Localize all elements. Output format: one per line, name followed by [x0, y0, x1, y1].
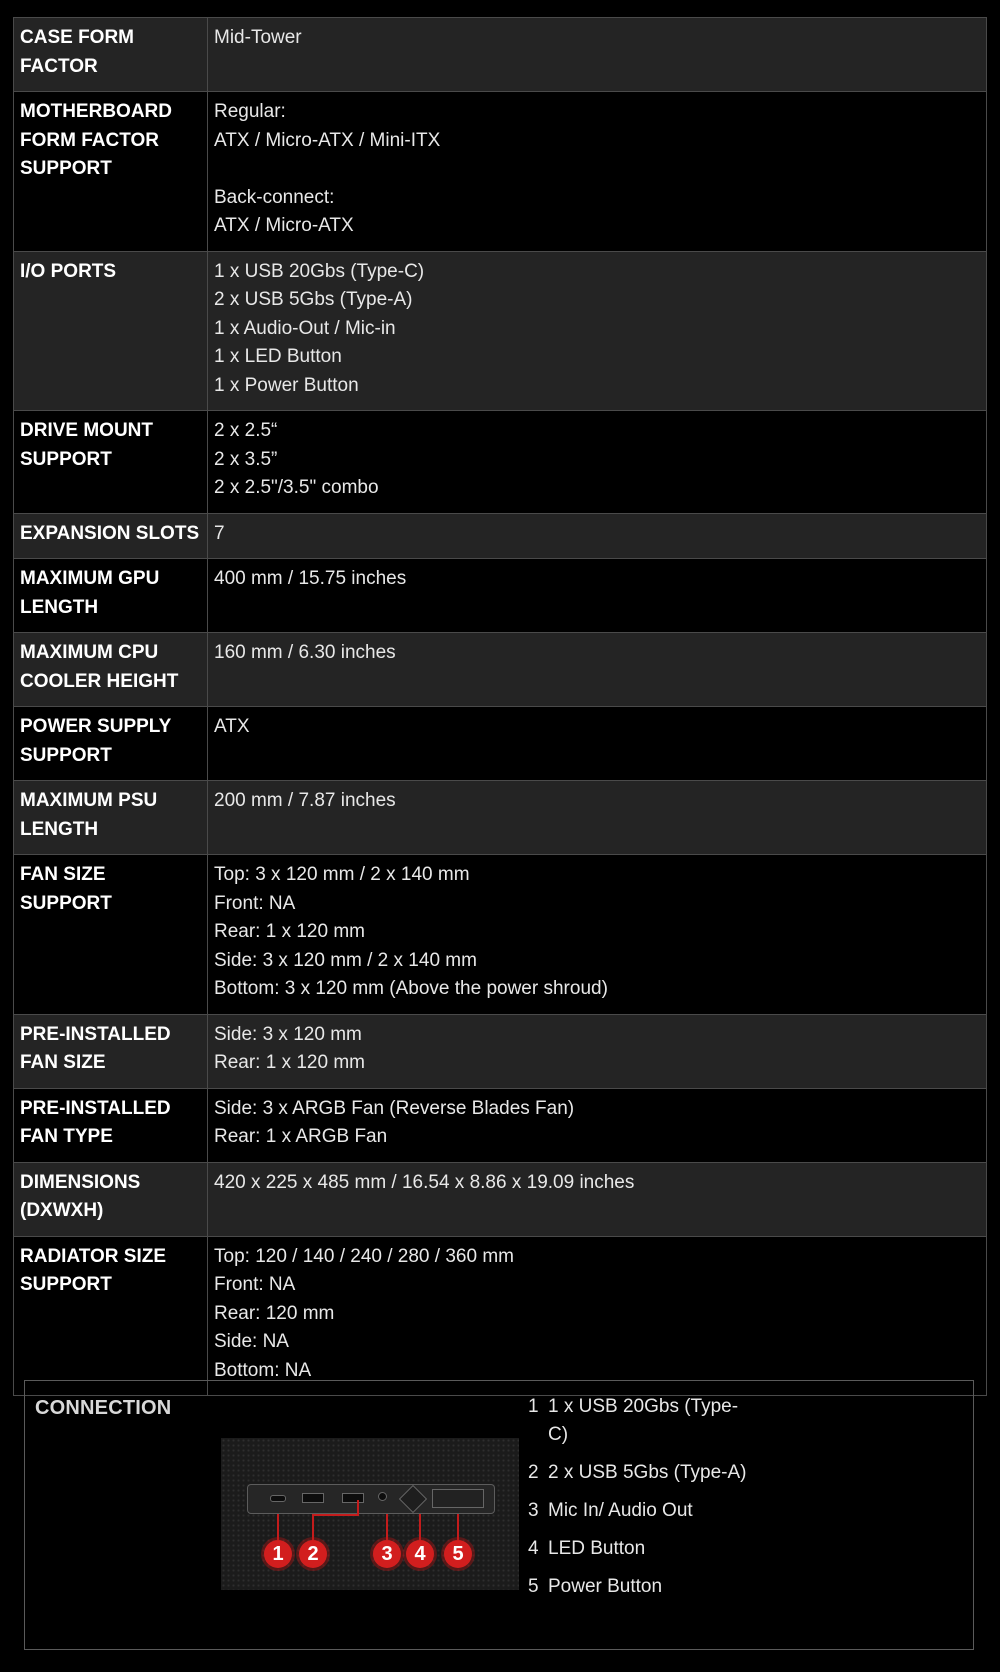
led-button [399, 1485, 427, 1513]
spec-value-line: Front: NA [214, 892, 296, 914]
power-button-shape [432, 1489, 484, 1508]
connection-item [528, 1393, 758, 1449]
connection-list [528, 1393, 758, 1611]
spec-row [14, 1162, 987, 1236]
connection-item-text: Power Button [548, 1576, 663, 1597]
spec-value-line: Top: 3 x 120 mm / 2 x 140 mm [214, 864, 470, 885]
spec-value-line: 400 mm / 15.75 inches [214, 568, 407, 589]
spec-value-line: Mid-Tower [214, 27, 302, 48]
lead-line-2a [312, 1514, 314, 1540]
spec-row [14, 513, 987, 559]
spec-row [14, 1236, 987, 1396]
io-panel-image [221, 1438, 519, 1590]
spec-row [14, 855, 987, 1015]
spec-value [208, 781, 987, 855]
spec-value-line: 1 x Audio-Out / Mic-in [214, 317, 396, 339]
spec-value [208, 1014, 987, 1088]
lead-line-2c [357, 1500, 359, 1516]
spec-row [14, 411, 987, 514]
spec-value [208, 707, 987, 781]
spec-label: PRE-INSTALLED FAN SIZE [14, 1014, 208, 1088]
spec-value-line: 1 x USB 20Gbs (Type-C) [214, 260, 425, 282]
spec-value-line: 2 x 3.5” [214, 448, 278, 470]
connection-item [528, 1459, 758, 1487]
spec-label: PRE-INSTALLED FAN TYPE [14, 1088, 208, 1162]
io-port-bar [247, 1484, 495, 1514]
lead-line-2b [312, 1514, 358, 1516]
spec-label: MOTHERBOARD FORM FACTOR SUPPORT [14, 92, 208, 252]
spec-value [208, 559, 987, 633]
spec-value-line: 1 x Power Button [214, 374, 359, 396]
connection-item [528, 1497, 758, 1525]
spec-value-line: 7 [214, 522, 225, 544]
spec-value-line: Bottom: 3 x 120 mm (Above the power shroud) [214, 978, 608, 999]
spec-row [14, 1088, 987, 1162]
spec-label: POWER SUPPLY SUPPORT [14, 707, 208, 781]
spec-value [208, 1162, 987, 1236]
spec-value-line: 1 x LED Button [214, 346, 342, 367]
badge-1: 1 [264, 1540, 292, 1568]
spec-value [208, 1236, 987, 1396]
spec-value-line: Front: NA [214, 1274, 296, 1295]
usb-c-port [270, 1495, 286, 1502]
spec-value-line: Side: NA [214, 1331, 289, 1352]
spec-value-line: Back-connect: [214, 186, 335, 208]
spec-row [14, 781, 987, 855]
spec-label: FAN SIZE SUPPORT [14, 855, 208, 1015]
spec-value [208, 513, 987, 559]
spec-value-line: ATX [214, 716, 250, 737]
spec-value-line: ATX / Micro-ATX / Mini-ITX [214, 129, 441, 151]
badge-4: 4 [406, 1540, 434, 1568]
spec-label: DRIVE MOUNT SUPPORT [14, 411, 208, 514]
badge-2: 2 [299, 1540, 327, 1568]
connection-item-text: 2 x USB 5Gbs (Type-A) [548, 1462, 747, 1483]
spec-value-line: Rear: 1 x 120 mm [214, 921, 365, 942]
spec-value-line: 2 x USB 5Gbs (Type-A) [214, 289, 413, 310]
spec-value-line: 2 x 2.5"/3.5" combo [214, 477, 379, 498]
spec-value-line: 420 x 225 x 485 mm / 16.54 x 8.86 x 19.09 inches [214, 1171, 635, 1193]
connection-item [528, 1573, 758, 1601]
connection-item-number: 4 [528, 1538, 539, 1559]
connection-item-number: 3 [528, 1500, 539, 1521]
spec-row [14, 559, 987, 633]
lead-line-5 [457, 1514, 459, 1540]
spec-value [208, 92, 987, 252]
connection-item-text: Mic In/ Audio Out [548, 1500, 693, 1521]
spec-table [13, 17, 987, 1396]
spec-label: EXPANSION SLOTS [14, 513, 208, 559]
spec-value-line [214, 155, 980, 184]
spec-row [14, 18, 987, 92]
spec-value [208, 855, 987, 1015]
spec-label: CASE FORM FACTOR [14, 18, 208, 92]
lead-line-1 [277, 1514, 279, 1540]
connection-title: CONNECTION [35, 1397, 172, 1419]
spec-row [14, 633, 987, 707]
spec-value [208, 411, 987, 514]
spec-value [208, 1088, 987, 1162]
lead-line-4 [419, 1514, 421, 1540]
badge-5: 5 [444, 1540, 472, 1568]
connection-item-text: LED Button [548, 1538, 646, 1559]
spec-value [208, 633, 987, 707]
spec-value-line: Top: 120 / 140 / 240 / 280 / 360 mm [214, 1245, 514, 1267]
spec-value-line: Side: 3 x 120 mm / 2 x 140 mm [214, 949, 477, 971]
spec-value-line: Rear: 120 mm [214, 1302, 335, 1324]
audio-jack [378, 1492, 387, 1501]
spec-value-line: Side: 3 x ARGB Fan (Reverse Blades Fan) [214, 1097, 575, 1119]
spec-value-line: 160 mm / 6.30 inches [214, 642, 396, 663]
spec-value [208, 18, 987, 92]
spec-label: RADIATOR SIZE SUPPORT [14, 1236, 208, 1396]
connection-item [528, 1535, 758, 1563]
spec-value-line: Regular: [214, 101, 286, 122]
connection-item-number: 2 [528, 1462, 539, 1483]
spec-row [14, 1014, 987, 1088]
connection-item-text: 1 x USB 20Gbs (Type-C) [548, 1396, 739, 1445]
spec-label: MAXIMUM PSU LENGTH [14, 781, 208, 855]
spec-value [208, 251, 987, 411]
lead-line-3 [386, 1514, 388, 1540]
spec-label: I/O PORTS [14, 251, 208, 411]
spec-label: DIMENSIONS (DXWXH) [14, 1162, 208, 1236]
spec-row [14, 92, 987, 252]
usb-a-port-2 [342, 1493, 364, 1503]
badge-3: 3 [373, 1540, 401, 1568]
spec-value-line: 2 x 2.5“ [214, 420, 278, 441]
spec-row [14, 707, 987, 781]
usb-a-port-1 [302, 1493, 324, 1503]
connection-item-number: 5 [528, 1576, 539, 1597]
spec-value-line: ATX / Micro-ATX [214, 215, 354, 236]
spec-value-line: Side: 3 x 120 mm [214, 1023, 362, 1045]
spec-value-line: Bottom: NA [214, 1359, 312, 1381]
connection-item-number: 1 [528, 1396, 539, 1417]
spec-value-line: 200 mm / 7.87 inches [214, 790, 396, 811]
connection-panel [24, 1380, 974, 1650]
spec-label: MAXIMUM CPU COOLER HEIGHT [14, 633, 208, 707]
spec-value-line: Rear: 1 x 120 mm [214, 1052, 365, 1073]
spec-value-line: Rear: 1 x ARGB Fan [214, 1126, 388, 1147]
spec-row [14, 251, 987, 411]
spec-label: MAXIMUM GPU LENGTH [14, 559, 208, 633]
